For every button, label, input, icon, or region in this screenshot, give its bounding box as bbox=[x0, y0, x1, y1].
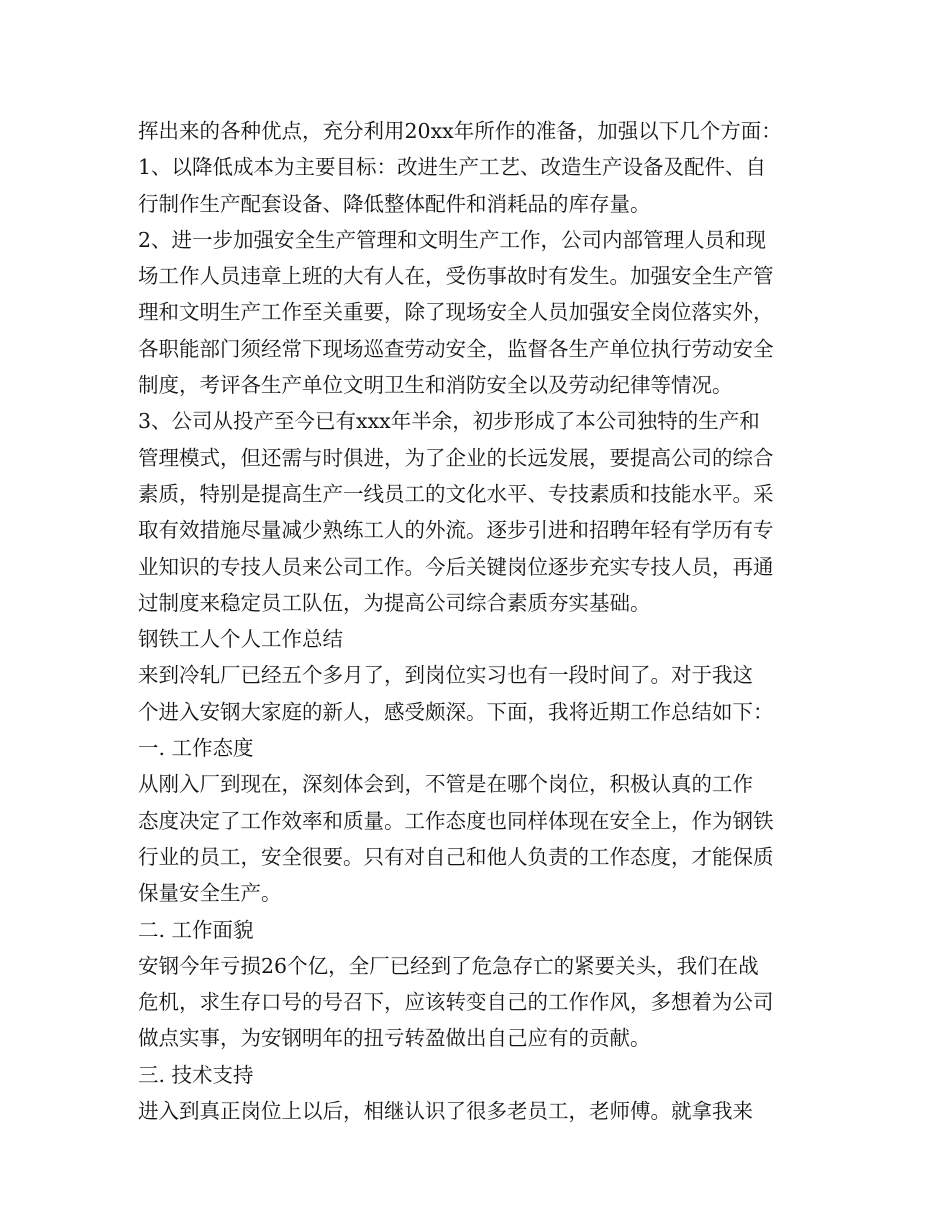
text-line: 做点实事，为安钢明年的扭亏转盈做出自己应有的贡献。 bbox=[138, 1026, 651, 1051]
text-line: 2、进一步加强安全生产管理和文明生产工作，公司内部管理人员和现 bbox=[138, 227, 767, 252]
text-line: 制度，考评各生产单位文明卫生和消防安全以及劳动纪律等情况。 bbox=[138, 373, 733, 398]
text-line: 态度决定了工作效率和质量。工作态度也同样体现在安全上，作为钢铁 bbox=[138, 808, 774, 833]
document-body bbox=[138, 113, 818, 1129]
text-line: 挥出来的各种优点，充分利用20xx年所作的准备，加强以下几个方面： bbox=[138, 119, 782, 143]
text-line: 从刚入厂到现在，深刻体会到，不管是在哪个岗位，积极认真的工作 bbox=[138, 772, 753, 797]
text-line: 理和文明生产工作至关重要，除了现场安全人员加强安全岗位落实外， bbox=[138, 300, 774, 325]
text-line: 保量安全生产。 bbox=[138, 881, 282, 906]
text-line: 各职能部门须经常下现场巡查劳动安全，监督各生产单位执行劳动安全 bbox=[138, 336, 774, 361]
text-line: 行制作生产配套设备、降低整体配件和消耗品的库存量。 bbox=[138, 191, 651, 216]
section-heading: 二. 工作面貌 bbox=[138, 917, 254, 942]
text-line: 危机，求生存口号的号召下，应该转变自己的工作作风，多想着为公司 bbox=[138, 990, 774, 1015]
text-line: 过制度来稳定员工队伍，为提高公司综合素质夯实基础。 bbox=[138, 590, 651, 615]
text-line: 素质，特别是提高生产一线员工的文化水平、专技素质和技能水平。采 bbox=[138, 481, 774, 506]
text-line: 来到冷轧厂已经五个多月了，到岗位实习也有一段时间了。对于我这 bbox=[138, 663, 753, 688]
text-line: 取有效措施尽量减少熟练工人的外流。逐步引进和招聘年轻有学历有专 bbox=[138, 518, 774, 543]
text-line: 场工作人员违章上班的大有人在，受伤事故时有发生。加强安全生产管 bbox=[138, 264, 774, 289]
text-line: 3、公司从投产至今已有xxx年半余，初步形成了本公司独特的生产和 bbox=[138, 409, 760, 434]
section-heading: 一. 工作态度 bbox=[138, 736, 254, 761]
section-title: 钢铁工人个人工作总结 bbox=[138, 627, 343, 652]
text-line: 个进入安钢大家庭的新人，感受颇深。下面，我将近期工作总结如下： bbox=[138, 699, 774, 724]
text-line: 1、以降低成本为主要目标：改进生产工艺、改造生产设备及配件、自 bbox=[138, 155, 767, 180]
text-line: 行业的员工，安全很要。只有对自己和他人负责的工作态度，才能保质 bbox=[138, 844, 774, 869]
text-line: 管理模式，但还需与时俱进，为了企业的长远发展，要提高公司的综合 bbox=[138, 445, 774, 470]
section-heading: 三. 技术支持 bbox=[138, 1062, 254, 1087]
text-line: 安钢今年亏损26个亿，全厂已经到了危急存亡的紧要关头，我们在战 bbox=[138, 953, 759, 978]
text-line: 业知识的专技人员来公司工作。今后关键岗位逐步充实专技人员，再通 bbox=[138, 554, 774, 579]
text-line: 进入到真正岗位上以后，相继认识了很多老员工，老师傅。就拿我来 bbox=[138, 1099, 753, 1124]
